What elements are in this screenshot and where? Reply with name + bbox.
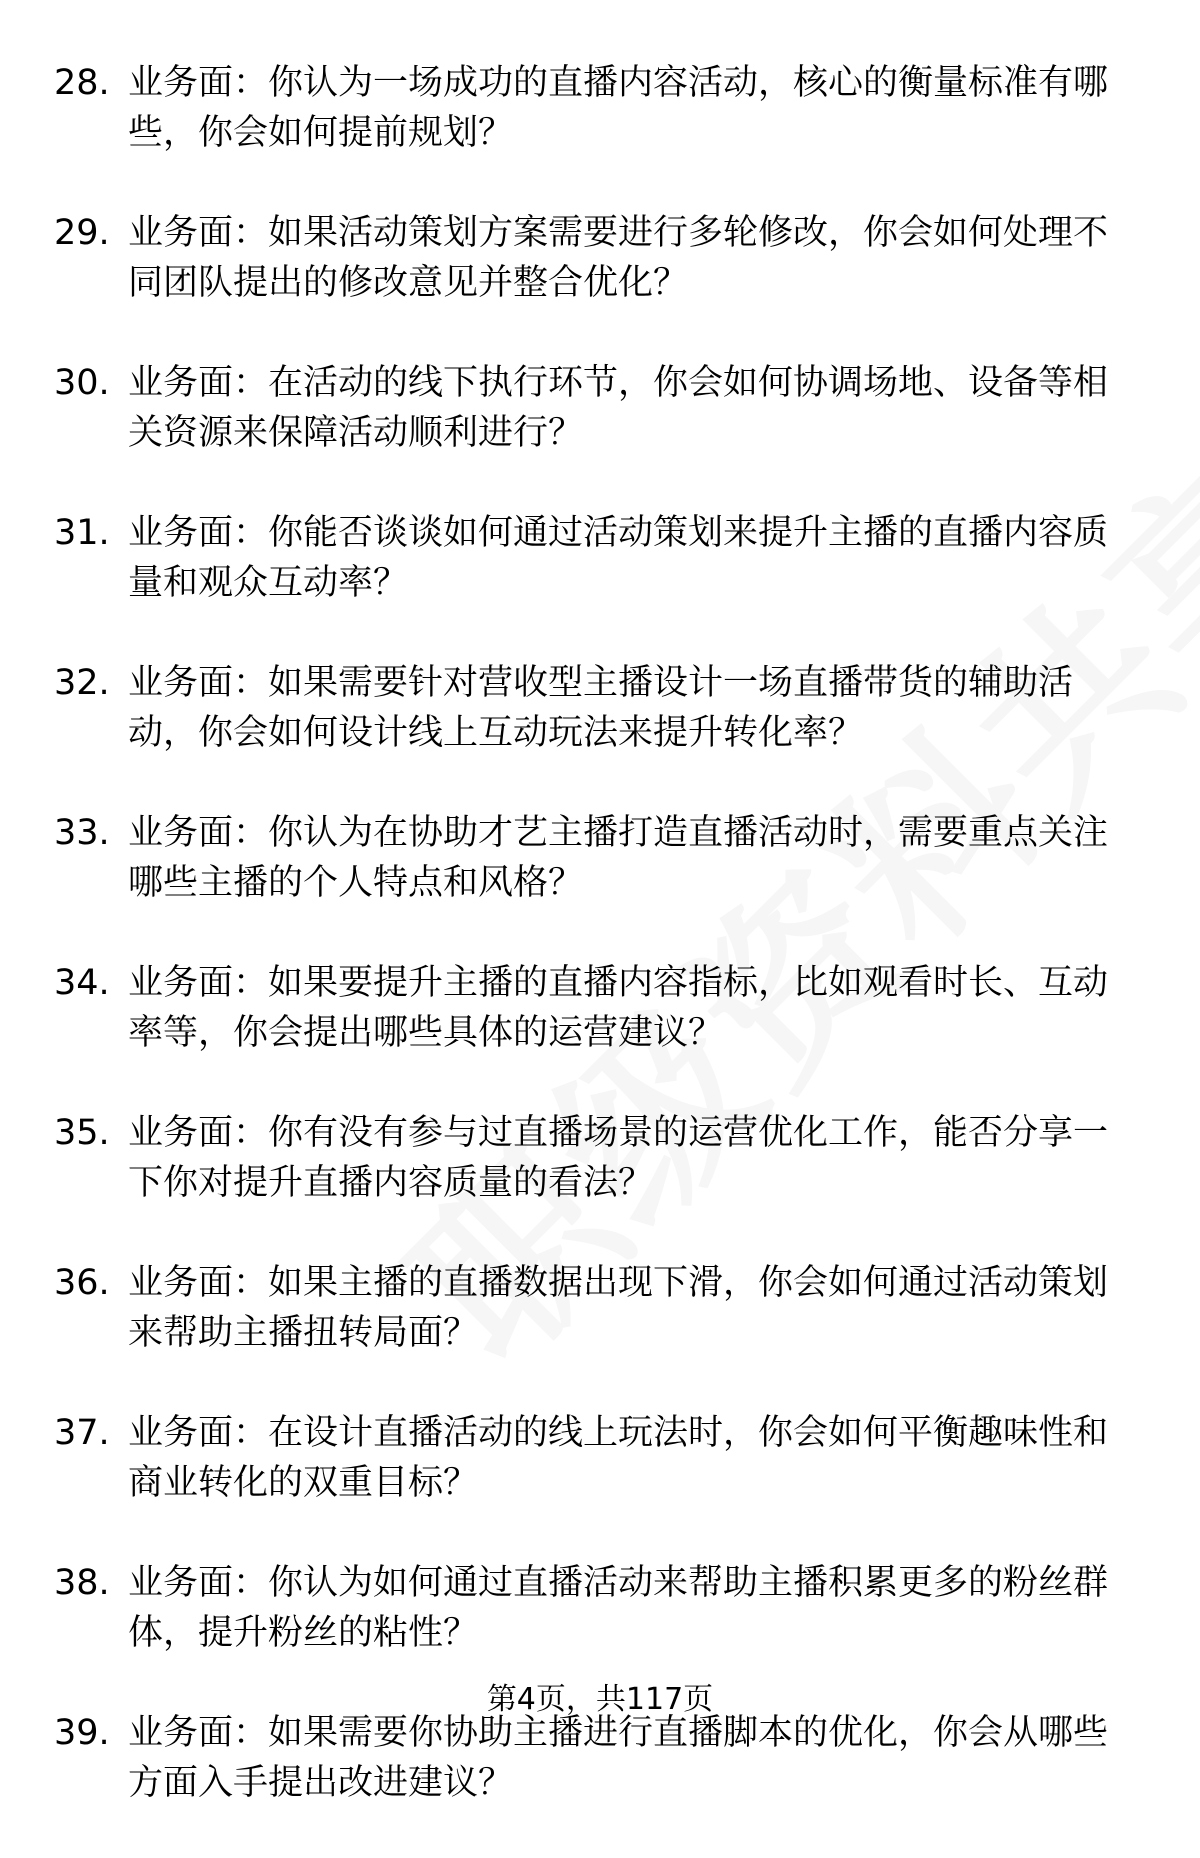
question-number: 33. xyxy=(54,813,110,853)
list-item xyxy=(0,1108,1200,1258)
list-item xyxy=(0,58,1200,208)
question-text: 业务面：如果活动策划方案需要进行多轮修改，你会如何处理不同团队提出的修改意见并整合优化？ xyxy=(128,213,1109,303)
list-item xyxy=(0,958,1200,1108)
list-item xyxy=(0,358,1200,508)
list-item xyxy=(0,508,1200,658)
question-text: 业务面：你能否谈谈如何通过活动策划来提升主播的直播内容质量和观众互动率？ xyxy=(128,513,1109,603)
question-number: 29. xyxy=(54,213,110,253)
question-number: 28. xyxy=(54,63,110,103)
list-item xyxy=(0,1258,1200,1408)
list-item xyxy=(0,658,1200,808)
question-text: 业务面：如果需要你协助主播进行直播脚本的优化，你会从哪些方面入手提出改进建议？ xyxy=(128,1713,1109,1803)
question-number: 31. xyxy=(54,513,110,553)
list-item xyxy=(0,1708,1200,1858)
question-text: 业务面：如果需要针对营收型主播设计一场直播带货的辅助活动，你会如何设计线上互动玩法来提升转化率？ xyxy=(128,663,1074,753)
list-item xyxy=(0,808,1200,958)
list-item xyxy=(0,208,1200,358)
question-number: 34. xyxy=(54,963,110,1003)
question-text: 业务面：你有没有参与过直播场景的运营优化工作，能否分享一下你对提升直播内容质量的看法？ xyxy=(128,1113,1109,1203)
question-number: 38. xyxy=(54,1563,110,1603)
question-number: 36. xyxy=(54,1263,110,1303)
question-number: 39. xyxy=(54,1713,110,1753)
question-text: 业务面：你认为在协助才艺主播打造直播活动时，需要重点关注哪些主播的个人特点和风格？ xyxy=(128,813,1109,903)
question-number: 37. xyxy=(54,1413,110,1453)
list-item xyxy=(0,1408,1200,1558)
question-text: 业务面：你认为如何通过直播活动来帮助主播积累更多的粉丝群体，提升粉丝的粘性？ xyxy=(128,1563,1109,1653)
question-list xyxy=(0,58,1200,1858)
question-number: 32. xyxy=(54,663,110,703)
question-number: 35. xyxy=(54,1113,110,1153)
question-text: 业务面：你认为一场成功的直播内容活动，核心的衡量标准有哪些，你会如何提前规划？ xyxy=(128,63,1109,153)
question-text: 业务面：如果主播的直播数据出现下滑，你会如何通过活动策划来帮助主播扭转局面？ xyxy=(128,1263,1109,1353)
question-number: 30. xyxy=(54,363,110,403)
question-text: 业务面：在活动的线下执行环节，你会如何协调场地、设备等相关资源来保障活动顺利进行？ xyxy=(128,363,1109,453)
page-number: 第4页，共117页 xyxy=(486,1682,714,1717)
question-text: 业务面：在设计直播活动的线上玩法时，你会如何平衡趣味性和商业转化的双重目标？ xyxy=(128,1413,1109,1503)
question-text: 业务面：如果要提升主播的直播内容指标，比如观看时长、互动率等，你会提出哪些具体的运营建议？ xyxy=(128,963,1109,1053)
